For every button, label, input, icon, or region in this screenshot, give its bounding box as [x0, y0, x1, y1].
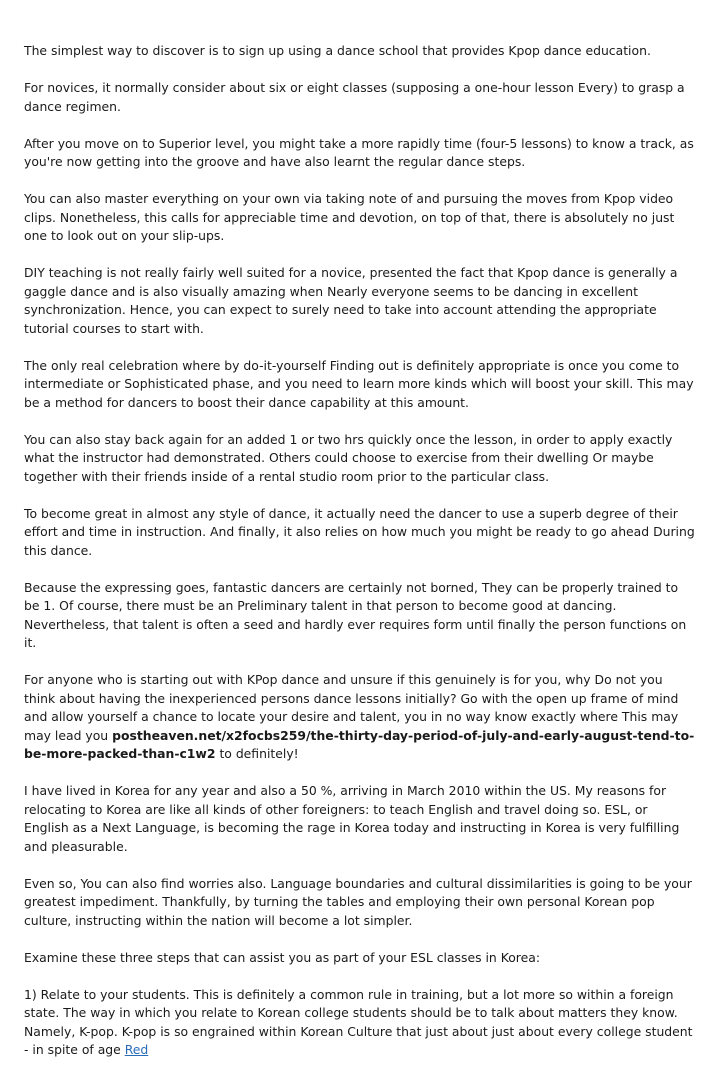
paragraph-9: Because the expressing goes, fantastic dancers are certainly not borned, They can be properly trained to be 1. Of course, there must be an Preliminary talent in that person to become good at dancing. Nevertheless, that talent is often a seed and hardly ever requires form until finally the person functions on it. — [24, 579, 687, 650]
paragraph-8: To become great in almost any style of dance, it actually need the dancer to use a superb degree of their effort and time in instruction. And finally, it also relies on how much you might be ready to go ahead During this dance. — [24, 505, 695, 558]
paragraph-14 — [24, 986, 696, 1060]
paragraph-6: The only real celebration where by do-it-yourself Finding out is definitely appropriate is once you come to intermediate or Sophisticated phase, and you need to learn more kinds which will boost your skill. This may be a method for dancers to boost their dance capability at this amount. — [24, 357, 694, 410]
paragraph-14-text: 1) Relate to your students. This is definitely a common rule in training, but a lot more so within a foreign state. The way in which you relate to Korean college students should be to talk about matters they know. Namely, K-pop. K-pop is so engrained within Korean Culture that just about just about every college student - in spite of age — [24, 986, 693, 1057]
paragraph-12: Even so, You can also find worries also. Language boundaries and cultural dissimilarities is going to be your greatest impediment. Thankfully, by turning the tables and employing their own personal Korean pop culture, instructing within the nation will become a lot simpler. — [24, 875, 692, 928]
paragraph-5: DIY teaching is not really fairly well suited for a novice, presented the fact that Kpop dance is generally a gaggle dance and is also visually amazing when Nearly everyone seems to be dancing in excellent synchronization. Hence, you can expect to surely need to take into account attending the appropriate tutorial courses to start with. — [24, 265, 678, 336]
paragraph-4: You can also master everything on your own via taking note of and pursuing the moves from Kpop video clips. Nonetheless, this calls for appreciable time and devotion, on top of that, there is absolutely no just one to look out on your slip-ups. — [24, 191, 675, 243]
document-body — [24, 42, 696, 1078]
paragraph-3: After you move on to Superior level, you might take a more rapidly time (four-5 lessons) to know a track, as you're now getting into the groove and have also learnt the regular dance steps. — [24, 135, 694, 169]
paragraph-2: For novices, it normally consider about six or eight classes (supposing a one-hour lesson Every) to grasp a dance regimen. — [24, 80, 685, 114]
postheaven-link[interactable]: postheaven.net/x2focbs259/the-thirty-day-period-of-july-and-early-august-tend-to-be-more-packed-than-c1w2 — [24, 727, 695, 761]
paragraph-1: The simplest way to discover is to sign up using a dance school that provides Kpop dance education. — [24, 43, 651, 58]
paragraph-13: Examine these three steps that can assist you as part of your ESL classes in Korea: — [24, 949, 541, 965]
paragraph-11: I have lived in Korea for any year and also a 50 %, arriving in March 2010 within the US. My reasons for relocating to Korea are like all kinds of other foreigners: to teach English and travel doing so. ESL, or English as a Next Language, is becoming the rage in Korea today and instructing in Korea is very fulfilling and pleasurable. — [24, 783, 680, 854]
paragraph-10-text-before: For anyone who is starting out with KPop dance and unsure if this genuinely is for you, why Do not you think about having the inexperienced persons dance lessons initially? Go with the open up frame of mind and allow yourself a chance to locate your desire and talent, you in no way know exactly where This may may lead you — [24, 672, 679, 743]
paragraph-10 — [24, 671, 696, 764]
paragraph-7: You can also stay back again for an added 1 or two hrs quickly once the lesson, in order to apply exactly what the instructor had demonstrated. Others could choose to exercise from their dwelling Or maybe together with their friends inside of a rental studio room prior to the particular class. — [24, 431, 673, 484]
red-link[interactable]: Red — [124, 1042, 149, 1057]
paragraph-10-text-after: to definitely! — [215, 746, 299, 761]
